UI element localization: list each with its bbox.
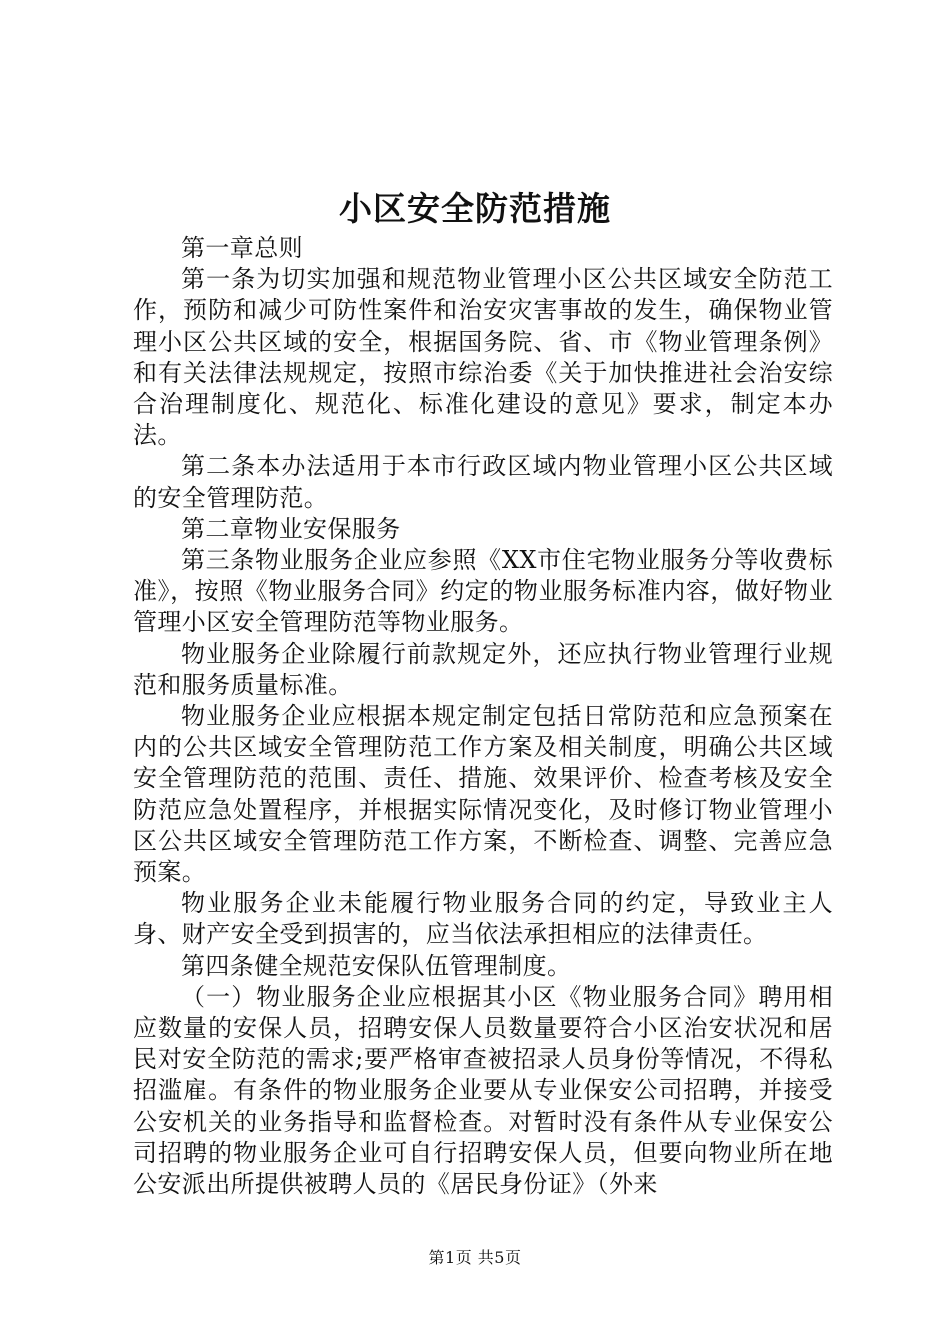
chapter-heading: 第二章物业安保服务: [181, 514, 401, 543]
page-footer: 第1页 共5页: [428, 1248, 522, 1267]
document-body: [133, 233, 833, 1200]
body-paragraph: （一）物业服务企业应根据其小区《物业服务合同》聘用相应数量的安保人员，招聘安保人员数量要符合小区治安状况和居民对安全防范的需求;要严格审查被招录人员身份等情况，不得私招滥雇。有条件的物业服务企业要从专业保安公司招聘，并接受公安机关的业务指导和监督检查。对暂时没有条件从专业保安公司招聘的物业服务企业可自行招聘安保人员，但要向物业所在地公安派出所提供被聘人员的《居民身份证》（外来: [133, 982, 833, 1199]
body-paragraph: 第三条物业服务企业应参照《XX市住宅物业服务分等收费标准》，按照《物业服务合同》约定的物业服务标准内容，做好物业管理小区安全管理防范等物业服务。: [133, 546, 833, 637]
body-paragraph: 第四条健全规范安保队伍管理制度。: [181, 951, 572, 980]
chapter-heading: 第一章总则: [181, 234, 303, 262]
body-paragraph: 物业服务企业除履行前款规定外，还应执行物业管理行业规范和服务质量标准。: [133, 639, 833, 699]
body-paragraph: 物业服务企业应根据本规定制定包括日常防范和应急预案在内的公共区域安全管理防范工作方案及相关制度，明确公共区域安全管理防范的范围、责任、措施、效果评价、检查考核及安全防范应急处置程序，并根据实际情况变化，及时修订物业管理小区公共区域安全管理防范工作方案，不断检查、调整、完善应急预案。: [133, 702, 833, 887]
body-paragraph: 第一条为切实加强和规范物业管理小区公共区域安全防范工作，预防和减少可防性案件和治安灾害事故的发生，确保物业管理小区公共区域的安全，根据国务院、省、市《物业管理条例》和有关法律法规规定，按照市综治委《关于加快推进社会治安综合治理制度化、规范化、标准化建设的意见》要求，制定本办法。: [133, 265, 833, 450]
body-paragraph: 物业服务企业未能履行物业服务合同的约定，导致业主人身、财产安全受到损害的，应当依法承担相应的法律责任。: [133, 889, 833, 949]
document-title: 小区安全防范措施: [339, 189, 611, 228]
body-paragraph: 第二条本办法适用于本市行政区域内物业管理小区公共区域的安全管理防范。: [133, 452, 833, 512]
